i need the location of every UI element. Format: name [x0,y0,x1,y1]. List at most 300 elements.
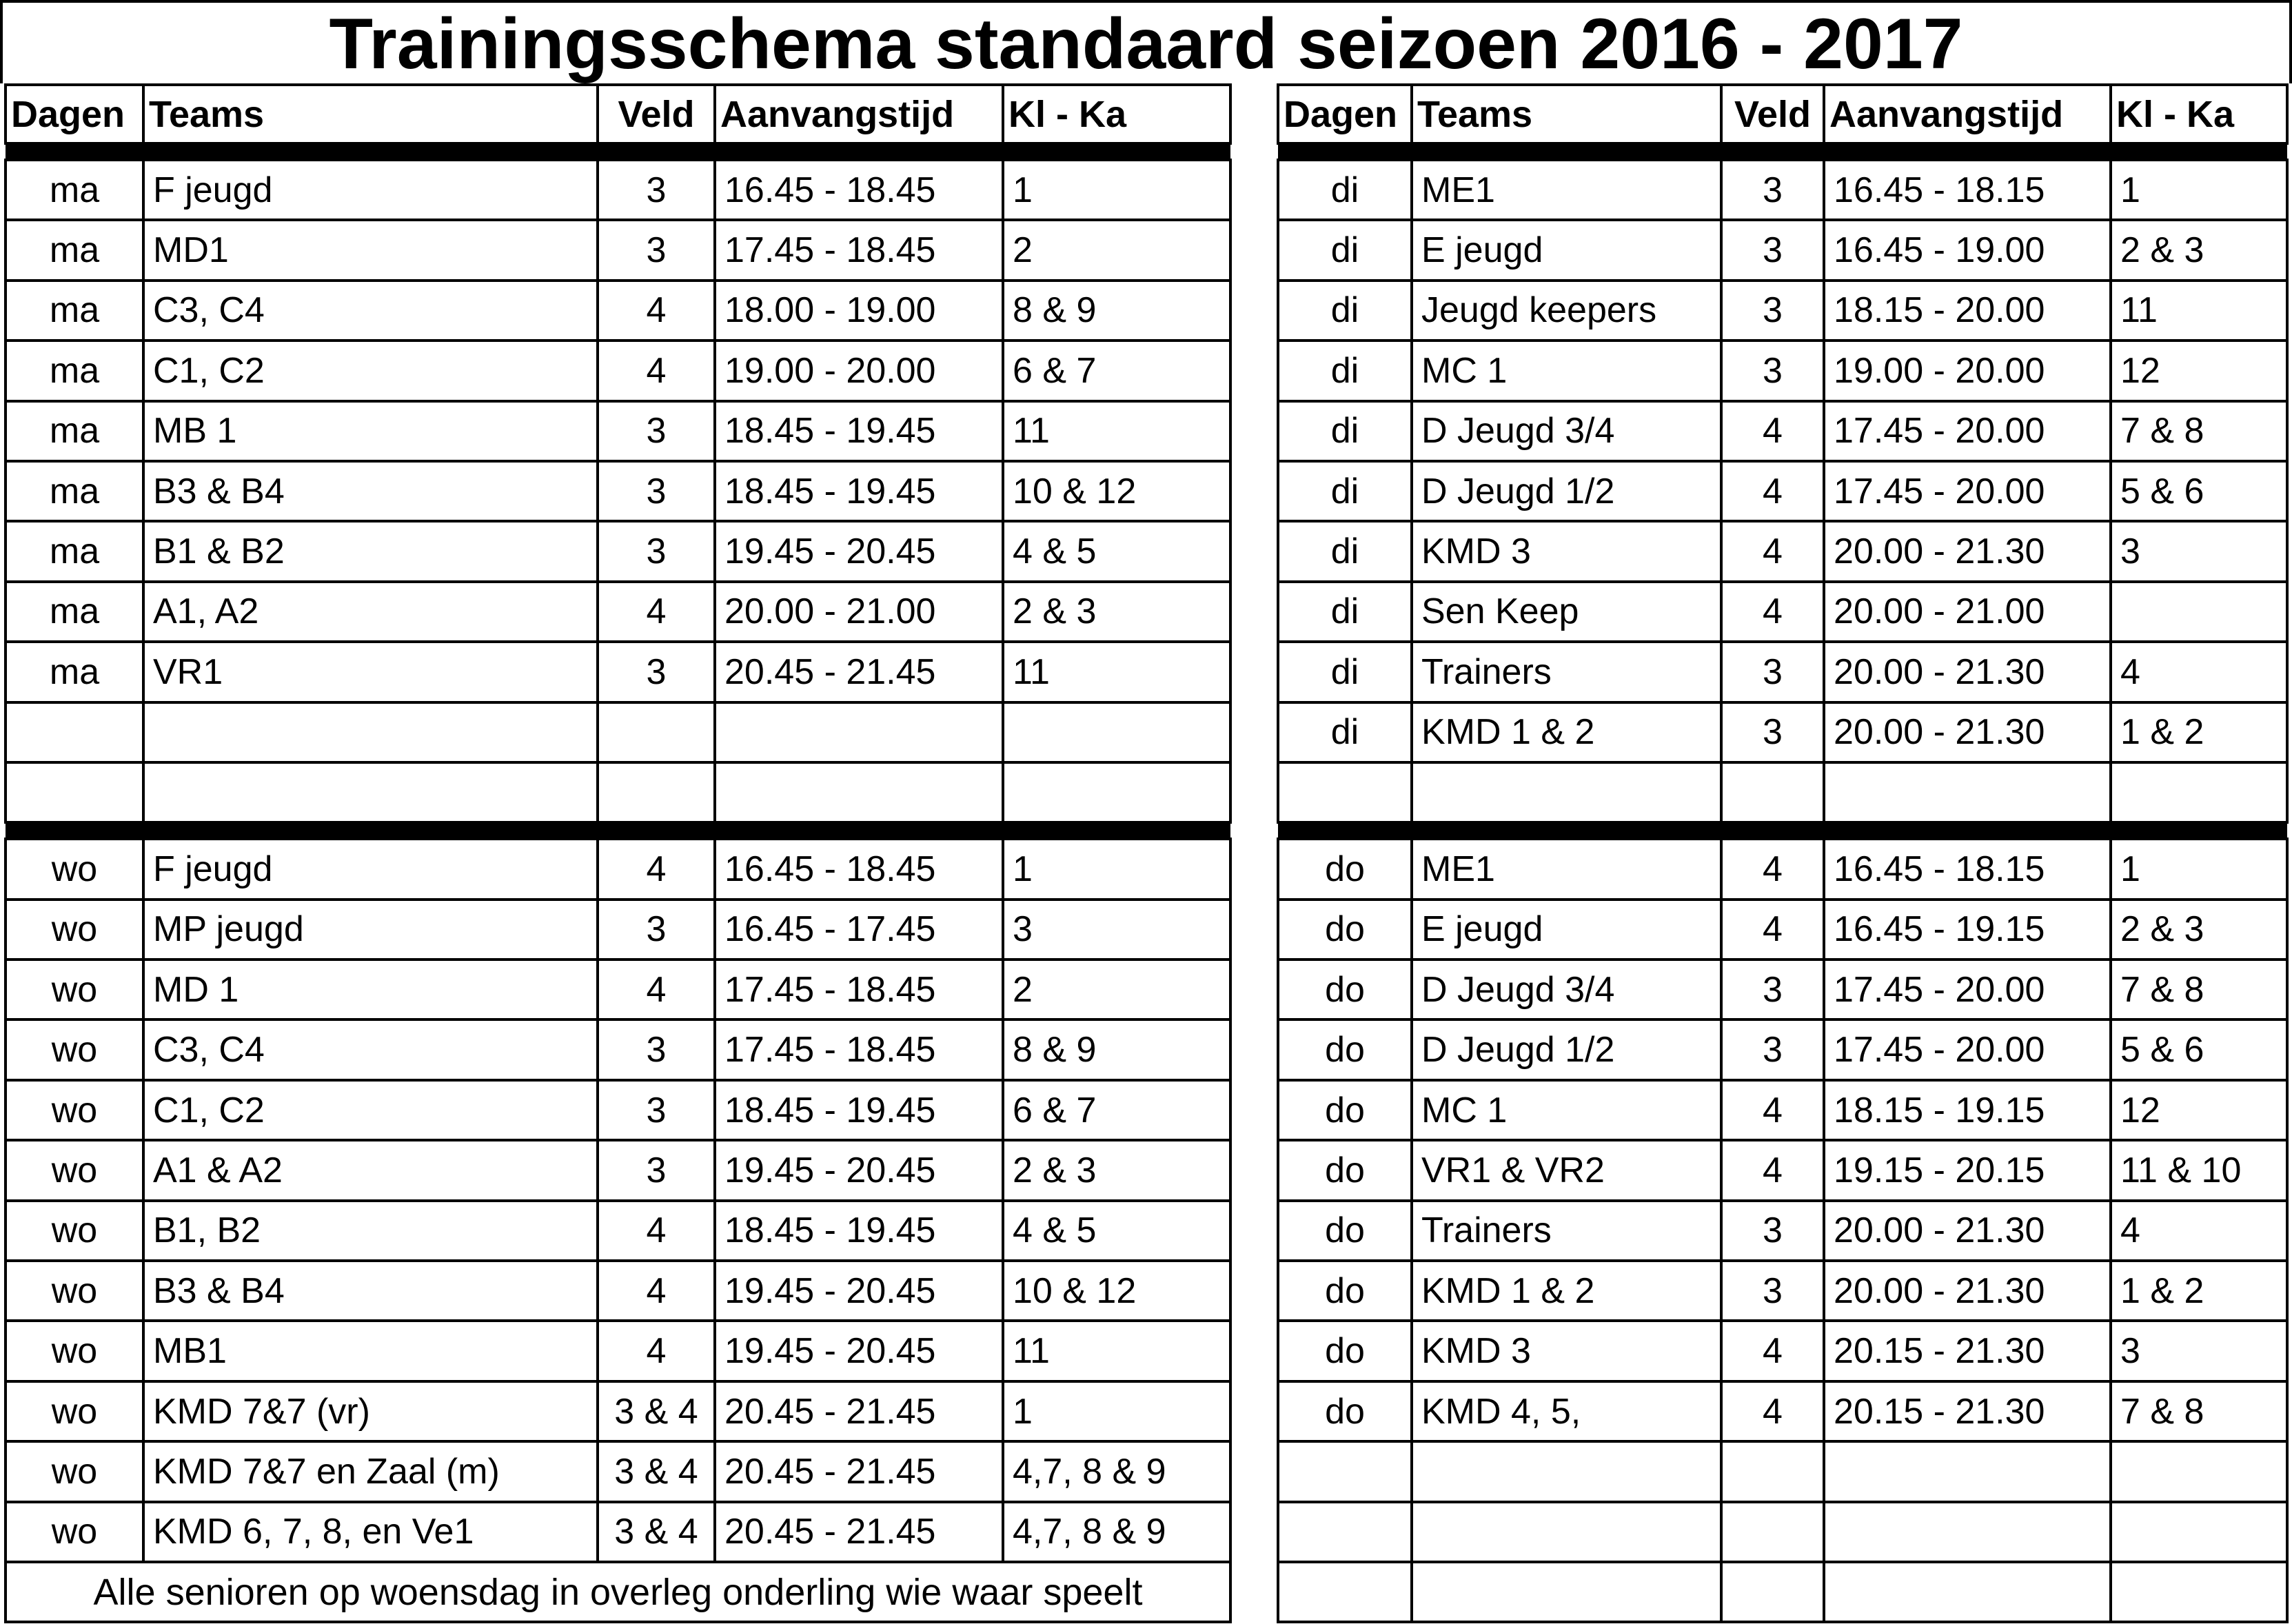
cell-time: 16.45 - 18.45 [715,839,1003,899]
cell-empty [1278,762,1412,822]
cell-klka: 4 & 5 [1003,521,1230,581]
cell-empty [1278,1441,1412,1501]
cell-klka: 2 [1003,220,1230,280]
cell-time: 17.45 - 20.00 [1824,960,2111,1019]
cell-empty [1412,1441,1721,1501]
section-divider [6,822,1230,839]
cell-time: 18.45 - 19.45 [715,461,1003,521]
cell-day: do [1278,1140,1412,1200]
cell-klka [2111,582,2287,642]
cell-day: ma [6,220,143,280]
cell-field: 4 [1721,521,1824,581]
table-row [6,1502,1230,1562]
cell-klka: 11 [1003,642,1230,702]
table-row [1278,521,2287,581]
cell-klka: 7 & 8 [2111,1381,2287,1441]
cell-day: do [1278,1080,1412,1140]
cell-time: 20.00 - 21.30 [1824,642,2111,702]
table-row [1278,341,2287,400]
cell-empty [598,702,715,762]
cell-field: 4 [598,1321,715,1381]
cell-klka: 1 [2111,160,2287,220]
cell-team: D Jeugd 3/4 [1412,960,1721,1019]
cell-time: 19.45 - 20.45 [715,1140,1003,1200]
header-field: Veld [1721,85,1824,143]
cell-team: Jeugd keepers [1412,281,1721,341]
cell-field: 3 [1721,160,1824,220]
cell-team: F jeugd [143,160,598,220]
table-row [6,401,1230,461]
cell-time: 20.45 - 21.45 [715,1441,1003,1501]
cell-time: 20.45 - 21.45 [715,642,1003,702]
cell-klka: 10 & 12 [1003,461,1230,521]
cell-time: 18.00 - 19.00 [715,281,1003,341]
empty-row [6,702,1230,762]
table-row [6,1441,1230,1501]
cell-time: 17.45 - 20.00 [1824,1019,2111,1079]
cell-team: D Jeugd 1/2 [1412,461,1721,521]
cell-day: wo [6,1019,143,1079]
cell-field: 3 [598,1140,715,1200]
cell-time: 20.45 - 21.45 [715,1502,1003,1562]
cell-team: KMD 6, 7, 8, en Ve1 [143,1502,598,1562]
cell-day: wo [6,1261,143,1321]
cell-field: 3 & 4 [598,1381,715,1441]
cell-empty [143,702,598,762]
cell-team: B1 & B2 [143,521,598,581]
section-divider [6,143,1230,160]
cell-team: KMD 7&7 en Zaal (m) [143,1441,598,1501]
cell-field: 4 [598,960,715,1019]
cell-field: 3 [1721,1201,1824,1261]
cell-field: 4 [598,281,715,341]
cell-klka: 4 [2111,1201,2287,1261]
cell-time: 16.45 - 18.15 [1824,839,2111,899]
cell-empty [1721,1502,1824,1562]
cell-field: 3 [598,1080,715,1140]
cell-field: 3 [598,461,715,521]
cell-team: D Jeugd 1/2 [1412,1019,1721,1079]
cell-day: do [1278,960,1412,1019]
cell-day: di [1278,341,1412,400]
table-row [1278,461,2287,521]
cell-team: MC 1 [1412,341,1721,400]
cell-day: wo [6,1140,143,1200]
cell-klka: 2 & 3 [2111,220,2287,280]
cell-team: VR1 [143,642,598,702]
cell-day: ma [6,521,143,581]
cell-day: di [1278,281,1412,341]
cell-klka: 3 [2111,1321,2287,1381]
table-row [1278,960,2287,1019]
cell-day: di [1278,160,1412,220]
cell-time: 20.45 - 21.45 [715,1381,1003,1441]
table-row [1278,642,2287,702]
table-row [6,461,1230,521]
cell-day: wo [6,1080,143,1140]
table-row [1278,401,2287,461]
cell-empty [6,762,143,822]
cell-day: wo [6,839,143,899]
cell-team: F jeugd [143,839,598,899]
cell-day: ma [6,642,143,702]
header-row [1278,85,2287,143]
cell-time: 20.15 - 21.30 [1824,1381,2111,1441]
header-day: Dagen [1278,85,1412,143]
cell-time: 20.00 - 21.30 [1824,1201,2111,1261]
divider-bar [1278,822,2287,839]
cell-field: 3 [598,1019,715,1079]
cell-empty [715,762,1003,822]
table-row [1278,1261,2287,1321]
cell-klka: 2 & 3 [1003,582,1230,642]
empty-row [1278,1441,2287,1501]
table-row [6,1080,1230,1140]
cell-time: 16.45 - 17.45 [715,900,1003,960]
cell-empty [2111,1502,2287,1562]
cell-team: A1 & A2 [143,1140,598,1200]
table-row [1278,1201,2287,1261]
cell-day: do [1278,1019,1412,1079]
cell-field: 4 [1721,900,1824,960]
cell-time: 20.00 - 21.30 [1824,1261,2111,1321]
cell-day: ma [6,341,143,400]
cell-team: KMD 3 [1412,521,1721,581]
cell-team: C1, C2 [143,341,598,400]
cell-klka: 11 [1003,401,1230,461]
cell-empty [1278,1502,1412,1562]
cell-day: ma [6,461,143,521]
cell-empty [2111,1441,2287,1501]
cell-day: ma [6,281,143,341]
cell-empty [1003,762,1230,822]
cell-day: wo [6,1441,143,1501]
cell-time: 18.15 - 19.15 [1824,1080,2111,1140]
cell-klka: 1 [1003,160,1230,220]
cell-empty [1412,762,1721,822]
cell-team: A1, A2 [143,582,598,642]
cell-klka: 4,7, 8 & 9 [1003,1441,1230,1501]
cell-day: ma [6,401,143,461]
empty-row [1278,762,2287,822]
cell-field: 4 [1721,1381,1824,1441]
cell-team: MC 1 [1412,1080,1721,1140]
cell-day: di [1278,401,1412,461]
section-divider [1278,143,2287,160]
page-title: Trainingsschema standaard seizoen 2016 - 2017 [0,0,2292,83]
cell-field: 3 [598,220,715,280]
cell-day: di [1278,461,1412,521]
cell-empty [2111,1562,2287,1622]
cell-time: 19.00 - 20.00 [1824,341,2111,400]
cell-klka: 10 & 12 [1003,1261,1230,1321]
cell-time: 16.45 - 18.45 [715,160,1003,220]
cell-time: 19.45 - 20.45 [715,521,1003,581]
cell-empty [1721,1441,1824,1501]
cell-klka: 1 & 2 [2111,702,2287,762]
cell-field: 4 [1721,1140,1824,1200]
table-row [1278,900,2287,960]
cell-klka: 11 [1003,1321,1230,1381]
cell-time: 20.15 - 21.30 [1824,1321,2111,1381]
cell-field: 3 [1721,341,1824,400]
cell-time: 18.45 - 19.45 [715,1080,1003,1140]
cell-time: 19.15 - 20.15 [1824,1140,2111,1200]
cell-empty [715,702,1003,762]
cell-time: 19.45 - 20.45 [715,1261,1003,1321]
cell-time: 16.45 - 19.15 [1824,900,2111,960]
header-time: Aanvangstijd [1824,85,2111,143]
table-row [6,582,1230,642]
table-row [1278,1381,2287,1441]
empty-row [6,762,1230,822]
cell-field: 3 & 4 [598,1502,715,1562]
header-row [6,85,1230,143]
cell-time: 19.45 - 20.45 [715,1321,1003,1381]
cell-day: di [1278,702,1412,762]
cell-field: 4 [598,839,715,899]
cell-time: 17.45 - 20.00 [1824,401,2111,461]
cell-field: 3 [1721,220,1824,280]
table-row [6,1321,1230,1381]
cell-day: di [1278,521,1412,581]
cell-klka: 11 & 10 [2111,1140,2287,1200]
cell-field: 3 [1721,960,1824,1019]
cell-empty [143,762,598,822]
table-row [6,1140,1230,1200]
cell-klka: 2 & 3 [2111,900,2287,960]
cell-day: do [1278,900,1412,960]
cell-team: E jeugd [1412,900,1721,960]
cell-day: do [1278,1381,1412,1441]
cell-klka: 7 & 8 [2111,960,2287,1019]
cell-empty [1003,702,1230,762]
cell-day: di [1278,220,1412,280]
cell-field: 4 [1721,839,1824,899]
cell-empty [1412,1502,1721,1562]
cell-day: wo [6,900,143,960]
cell-day: ma [6,582,143,642]
cell-field: 3 [598,642,715,702]
cell-time: 16.45 - 19.00 [1824,220,2111,280]
table-row [6,1261,1230,1321]
table-row [6,900,1230,960]
table-row [1278,839,2287,899]
cell-day: ma [6,160,143,220]
cell-time: 17.45 - 18.45 [715,1019,1003,1079]
header-klka: Kl - Ka [2111,85,2287,143]
cell-team: ME1 [1412,160,1721,220]
cell-empty [6,702,143,762]
cell-time: 18.45 - 19.45 [715,1201,1003,1261]
header-day: Dagen [6,85,143,143]
cell-field: 4 [1721,1321,1824,1381]
cell-field: 4 [1721,1080,1824,1140]
divider-bar [1278,143,2287,160]
table-row [1278,1140,2287,1200]
cell-field: 4 [1721,461,1824,521]
cell-field: 4 [598,582,715,642]
cell-klka: 5 & 6 [2111,461,2287,521]
cell-field: 4 [1721,582,1824,642]
cell-day: wo [6,1201,143,1261]
cell-day: wo [6,1321,143,1381]
cell-team: MB1 [143,1321,598,1381]
cell-field: 3 [598,160,715,220]
footer-note: Alle senioren op woensdag in overleg onderling wie waar speelt [6,1562,1230,1622]
cell-klka: 6 & 7 [1003,341,1230,400]
cell-field: 4 [598,1201,715,1261]
cell-klka: 7 & 8 [2111,401,2287,461]
cell-field: 3 [1721,1261,1824,1321]
cell-time: 20.00 - 21.30 [1824,702,2111,762]
cell-team: MB 1 [143,401,598,461]
cell-time: 17.45 - 20.00 [1824,461,2111,521]
cell-klka: 1 [1003,1381,1230,1441]
cell-time: 20.00 - 21.30 [1824,521,2111,581]
cell-team: KMD 3 [1412,1321,1721,1381]
cell-empty [1824,762,2111,822]
empty-row [1278,1562,2287,1622]
cell-empty [1721,1562,1824,1622]
cell-day: do [1278,1201,1412,1261]
cell-field: 3 [1721,281,1824,341]
cell-team: Trainers [1412,1201,1721,1261]
cell-day: di [1278,642,1412,702]
table-row [6,642,1230,702]
cell-field: 3 [1721,1019,1824,1079]
cell-empty [598,762,715,822]
cell-empty [2111,762,2287,822]
header-field: Veld [598,85,715,143]
cell-team: C1, C2 [143,1080,598,1140]
cell-empty [1412,1562,1721,1622]
cell-empty [1824,1441,2111,1501]
cell-field: 3 [598,900,715,960]
table-row [6,521,1230,581]
table-row [6,220,1230,280]
cell-team: MD 1 [143,960,598,1019]
cell-time: 20.00 - 21.00 [1824,582,2111,642]
cell-time: 18.15 - 20.00 [1824,281,2111,341]
cell-klka: 4 [2111,642,2287,702]
cell-klka: 12 [2111,341,2287,400]
cell-day: wo [6,1381,143,1441]
cell-team: KMD 4, 5, [1412,1381,1721,1441]
table-row [1278,582,2287,642]
table-row [6,341,1230,400]
cell-time: 20.00 - 21.00 [715,582,1003,642]
table-row [1278,702,2287,762]
cell-time: 17.45 - 18.45 [715,960,1003,1019]
cell-klka: 6 & 7 [1003,1080,1230,1140]
header-team: Teams [1412,85,1721,143]
cell-team: ME1 [1412,839,1721,899]
cell-team: MD1 [143,220,598,280]
cell-field: 3 [598,401,715,461]
divider-bar [6,143,1230,160]
cell-empty [1278,1562,1412,1622]
cell-field: 3 & 4 [598,1441,715,1501]
cell-day: do [1278,1261,1412,1321]
table-row [1278,281,2287,341]
cell-empty [1824,1562,2111,1622]
cell-field: 3 [1721,702,1824,762]
table-row [6,160,1230,220]
cell-team: C3, C4 [143,281,598,341]
cell-day: do [1278,839,1412,899]
cell-klka: 2 [1003,960,1230,1019]
divider-bar [6,822,1230,839]
cell-field: 3 [1721,642,1824,702]
cell-time: 17.45 - 18.45 [715,220,1003,280]
cell-field: 4 [598,341,715,400]
cell-team: KMD 1 & 2 [1412,1261,1721,1321]
cell-empty [1721,762,1824,822]
cell-team: C3, C4 [143,1019,598,1079]
cell-klka: 4,7, 8 & 9 [1003,1502,1230,1562]
cell-klka: 5 & 6 [2111,1019,2287,1079]
table-row [1278,1019,2287,1079]
cell-klka: 3 [2111,521,2287,581]
cell-klka: 8 & 9 [1003,1019,1230,1079]
cell-klka: 1 [2111,839,2287,899]
cell-klka: 2 & 3 [1003,1140,1230,1200]
table-row [6,960,1230,1019]
table-row [6,1019,1230,1079]
cell-team: KMD 1 & 2 [1412,702,1721,762]
cell-klka: 3 [1003,900,1230,960]
cell-team: MP jeugd [143,900,598,960]
cell-field: 4 [598,1261,715,1321]
table-row [6,1381,1230,1441]
section-divider [1278,822,2287,839]
cell-klka: 4 & 5 [1003,1201,1230,1261]
empty-row [1278,1502,2287,1562]
cell-team: E jeugd [1412,220,1721,280]
cell-klka: 8 & 9 [1003,281,1230,341]
table-row [1278,1321,2287,1381]
schedule-table-left [4,83,1232,1623]
cell-team: D Jeugd 3/4 [1412,401,1721,461]
cell-klka: 11 [2111,281,2287,341]
cell-day: wo [6,960,143,1019]
cell-day: wo [6,1502,143,1562]
table-row [6,839,1230,899]
cell-empty [1824,1502,2111,1562]
cell-day: do [1278,1321,1412,1381]
header-klka: Kl - Ka [1003,85,1230,143]
cell-klka: 1 & 2 [2111,1261,2287,1321]
cell-team: Sen Keep [1412,582,1721,642]
cell-field: 4 [1721,401,1824,461]
cell-team: B3 & B4 [143,1261,598,1321]
table-row [1278,160,2287,220]
header-team: Teams [143,85,598,143]
cell-time: 18.45 - 19.45 [715,401,1003,461]
schedule-table-right [1277,83,2289,1623]
header-time: Aanvangstijd [715,85,1003,143]
cell-team: B1, B2 [143,1201,598,1261]
cell-field: 3 [598,521,715,581]
table-row [6,1201,1230,1261]
footer-row [6,1562,1230,1622]
cell-time: 19.00 - 20.00 [715,341,1003,400]
cell-klka: 12 [2111,1080,2287,1140]
cell-team: Trainers [1412,642,1721,702]
table-row [1278,220,2287,280]
cell-team: VR1 & VR2 [1412,1140,1721,1200]
